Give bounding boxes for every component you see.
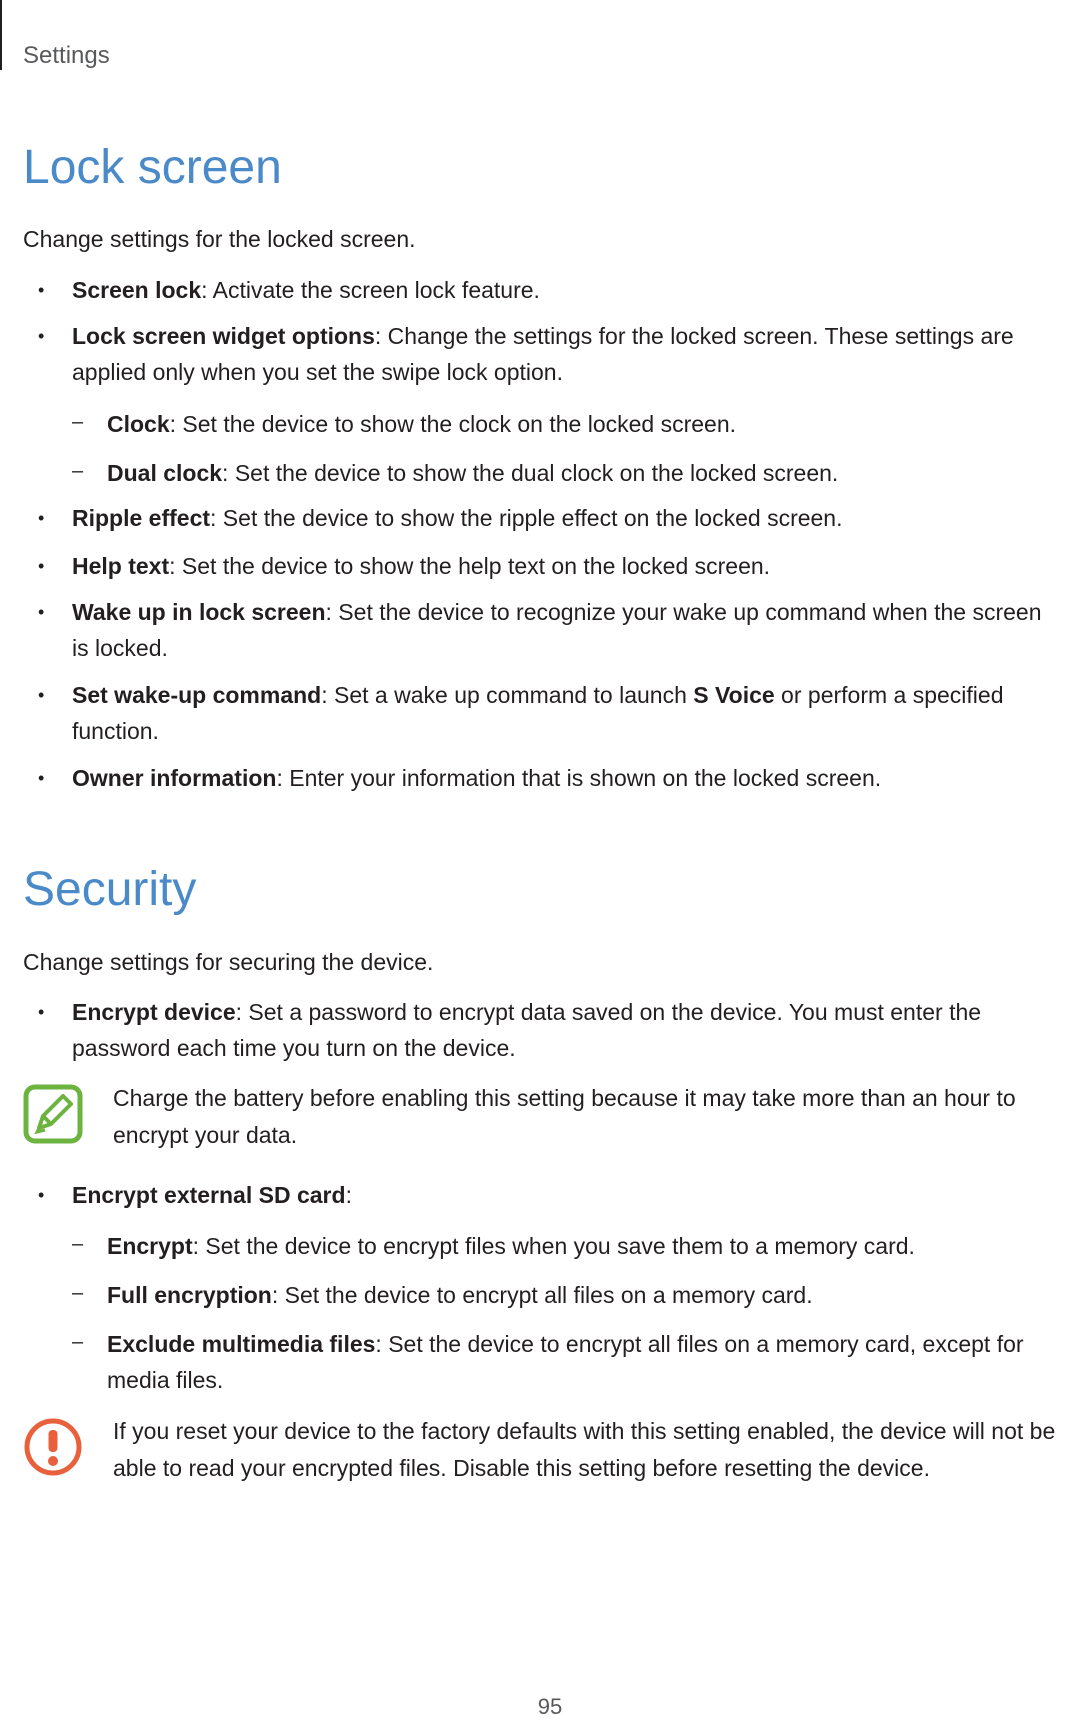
sub-item-dual-clock	[72, 455, 1062, 491]
item-term: Wake up in lock screen	[72, 599, 326, 625]
bullet-icon: •	[38, 1002, 45, 1022]
item-desc: : Set the device to encrypt files when you save them to a memory card.	[192, 1233, 915, 1259]
dash-icon: –	[72, 1282, 84, 1304]
bullet-icon: •	[38, 326, 45, 346]
dash-icon: –	[72, 1233, 84, 1255]
item-term: Full encryption	[107, 1282, 272, 1308]
list-item-set-wake-up-command	[38, 677, 1052, 749]
bullet-icon: •	[38, 602, 45, 622]
sub-item-exclude-multimedia-files	[72, 1326, 1062, 1398]
item-term: Set wake-up command	[72, 682, 322, 708]
list-item-screen-lock	[38, 272, 1052, 308]
bullet-icon: •	[38, 556, 45, 576]
note-text: Charge the battery before enabling this setting because it may take more than an hour to encrypt your data.	[113, 1085, 1016, 1148]
page-edge-line	[0, 0, 2, 70]
item-desc: :	[345, 1182, 352, 1208]
item-term: Exclude multimedia files	[107, 1331, 376, 1357]
list-item-wake-up-in-lock-screen	[38, 594, 1052, 666]
item-term: Clock	[107, 411, 170, 437]
list-item-owner-information	[38, 760, 1052, 796]
item-desc: : Set the device to encrypt all files on a memory card.	[271, 1282, 813, 1308]
sub-item-clock	[72, 406, 1062, 442]
security-intro: Change settings for securing the device.	[23, 949, 434, 975]
item-term: Encrypt	[107, 1233, 193, 1259]
item-desc: : Enter your information that is shown on the locked screen.	[276, 765, 882, 791]
item-desc: : Set a wake up command to launch	[321, 682, 694, 708]
caution-text: If you reset your device to the factory defaults with this setting enabled, the device will not be able to read your encrypted files. Disable this setting before resetting the device.	[113, 1418, 1056, 1481]
item-desc: : Activate the screen lock feature.	[201, 277, 540, 303]
sub-item-encrypt	[72, 1228, 1062, 1264]
lock-screen-intro: Change settings for the locked screen.	[23, 226, 416, 252]
item-term: Dual clock	[107, 460, 223, 486]
item-desc: or perform a specified function.	[72, 682, 1004, 744]
dash-icon: –	[72, 411, 84, 433]
bullet-icon: •	[38, 280, 45, 300]
inline-term: S Voice	[693, 682, 775, 708]
item-desc: : Set the device to show the clock on the locked screen.	[169, 411, 737, 437]
list-item-help-text	[38, 548, 1052, 584]
list-item-ripple-effect	[38, 500, 1052, 536]
item-desc: : Set the device to show the dual clock on the locked screen.	[222, 460, 839, 486]
item-term: Help text	[72, 553, 170, 579]
list-item-encrypt-external-sd-card	[38, 1177, 1052, 1213]
list-item-lock-screen-widget-options	[38, 318, 1052, 390]
sub-item-full-encryption	[72, 1277, 1062, 1313]
item-term: Encrypt external SD card	[72, 1182, 346, 1208]
section-title-security: Security	[23, 863, 197, 916]
item-term: Owner information	[72, 765, 277, 791]
item-desc: : Set the device to show the help text on the locked screen.	[169, 553, 771, 579]
item-desc: : Change the settings for the locked screen. These settings are applied only when you set the swipe lock option.	[72, 323, 1014, 385]
running-header: Settings	[23, 42, 110, 69]
item-desc: : Set the device to show the ripple effect on the locked screen.	[210, 505, 843, 531]
item-term: Lock screen widget options	[72, 323, 375, 349]
section-title-lock-screen: Lock screen	[23, 141, 282, 194]
caution-icon	[23, 1417, 83, 1477]
list-item-encrypt-device	[38, 994, 1052, 1066]
item-term: Ripple effect	[72, 505, 211, 531]
bullet-icon: •	[38, 685, 45, 705]
dash-icon: –	[72, 1331, 84, 1353]
bullet-icon: •	[38, 508, 45, 528]
item-term: Encrypt device	[72, 999, 236, 1025]
page-number: 95	[537, 1694, 563, 1719]
item-term: Screen lock	[72, 277, 202, 303]
bullet-icon: •	[38, 1185, 45, 1205]
item-desc: : Set the device to recognize your wake up command when the screen is locked.	[72, 599, 1042, 661]
note-icon	[23, 1084, 83, 1144]
bullet-icon: •	[38, 768, 45, 788]
item-desc: : Set a password to encrypt data saved on the device. You must enter the password each time you turn on the device.	[72, 999, 982, 1061]
item-desc: : Set the device to encrypt all files on a memory card, except for media files.	[107, 1331, 1024, 1393]
dash-icon: –	[72, 460, 84, 482]
